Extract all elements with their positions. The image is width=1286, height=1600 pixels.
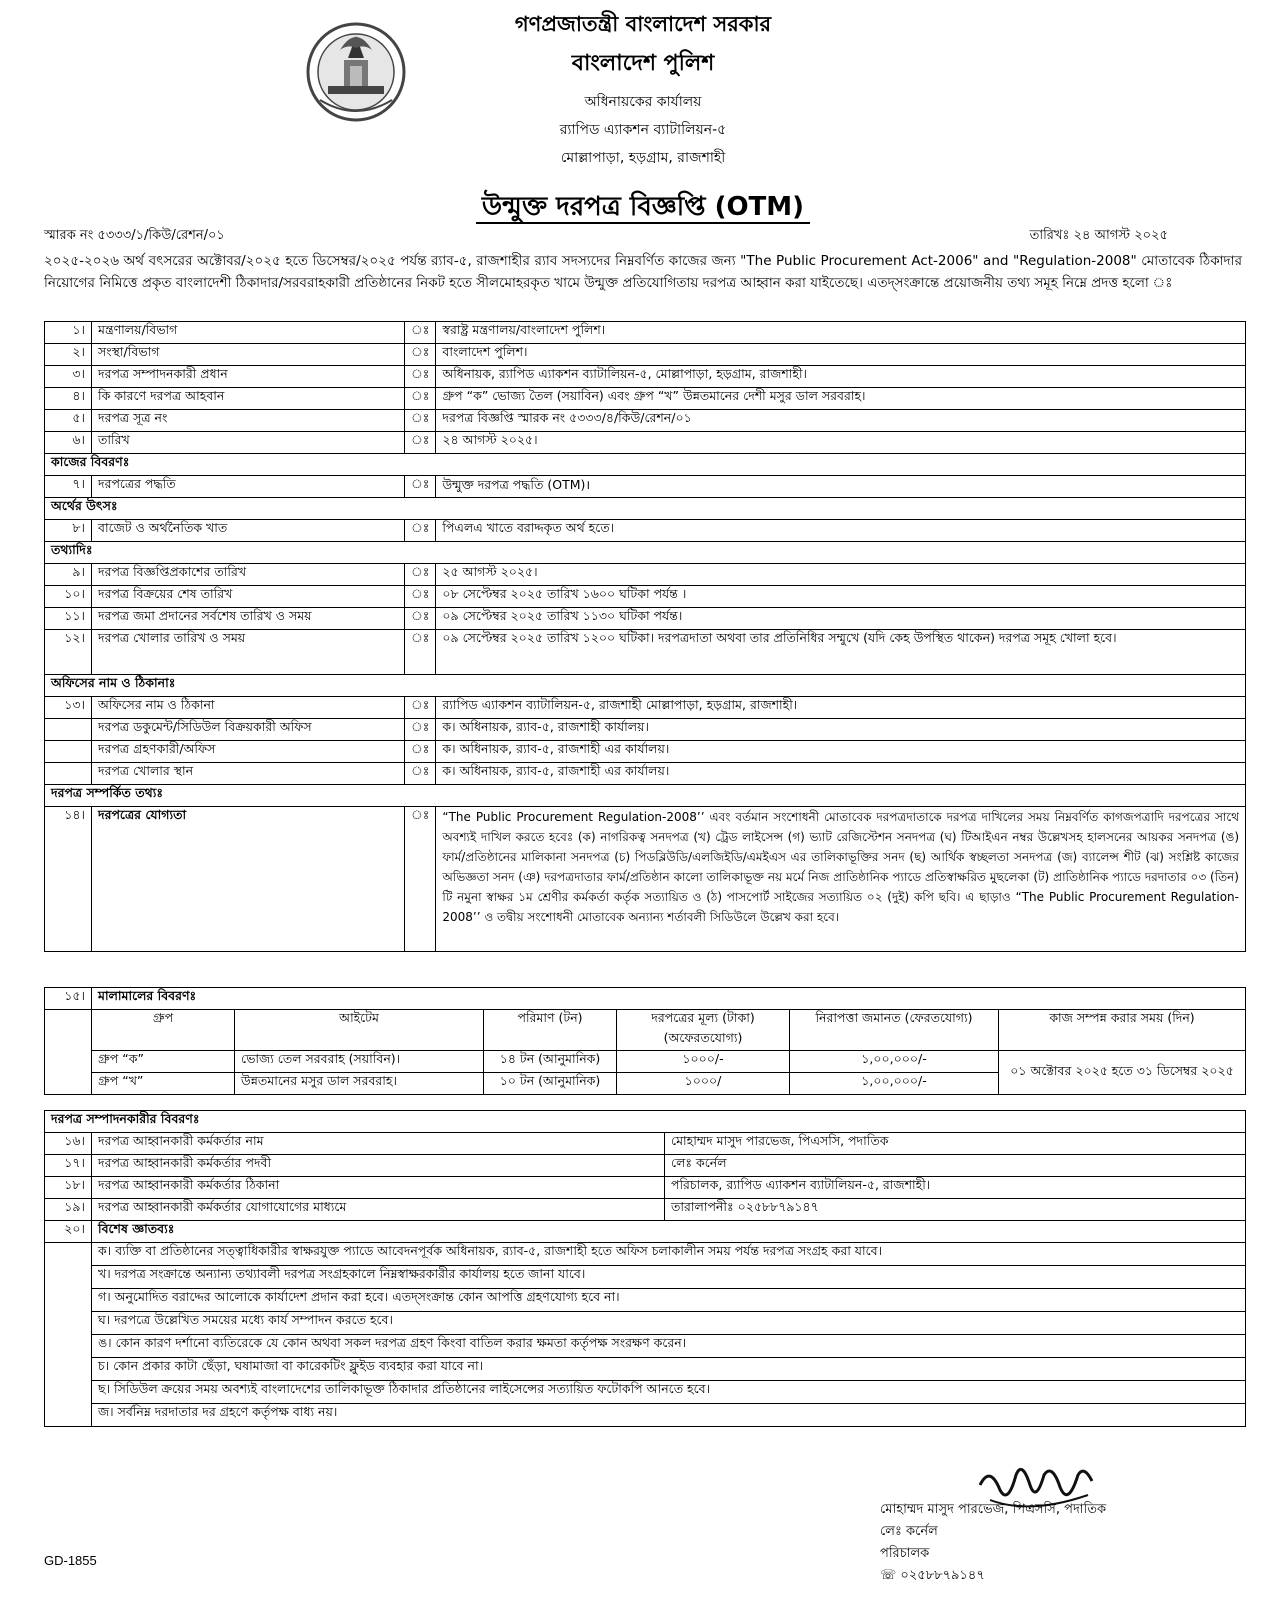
goods-header-row [45, 1010, 1246, 1051]
notice-title-text: উন্মুক্ত দরপত্র বিজ্ঞপ্তি (OTM) [476, 192, 810, 224]
row-value: পিএলএ খাতে বরাদ্দকৃত অর্থ হতে। [436, 520, 1246, 542]
col-price: দরপত্রের মূল্য (টাকা) (অফেরতযোগ্য) [617, 1010, 790, 1051]
row-label: অফিসের নাম ও ঠিকানা [92, 697, 405, 719]
row-label: দরপত্র বিক্রয়ের শেষ তারিখ [92, 586, 405, 608]
list-item [45, 1289, 1246, 1312]
general-info-table [44, 321, 1246, 952]
row-label: দরপত্রের পদ্ধতি [92, 476, 405, 498]
list-item [45, 1243, 1246, 1266]
section-work: কাজের বিবরণঃ [45, 454, 1246, 476]
row-value: ০৯ সেপ্টেম্বর ২০২৫ তারিখ ১১৩০ ঘটিকা পর্যন্ত। [436, 608, 1246, 630]
colon: ঃ [405, 586, 436, 608]
list-item [45, 1266, 1246, 1289]
section-row [45, 542, 1246, 564]
row-number: ২। [45, 344, 92, 366]
row-number [45, 763, 92, 785]
spacer [45, 1243, 92, 1427]
list-item [45, 1335, 1246, 1358]
table-row [45, 988, 1246, 1010]
table-row [45, 410, 1246, 432]
eligibility-text: “The Public Procurement Regulation-2008’’ এবং বর্তমান সংশোধনী মোতাবেক দরপত্রদাতাকে দরপত্র দাখিলের সময় নিম্নবর্ণিত কাগজপত্রাদি দরপত্রের সাথে অবশ্যই দাখিল করতে হবেঃ (ক) নাগরিকত্ব সনদপত্র (খ) ট্রেড লাইসেন্স (গ) ভ্যাট রেজিস্টেশন সনদপত্র (ঘ) টিআইএন নম্বর উল্লেখসহ হালসনের আয়কর সনদপত্র (ঙ) ফার্ম/প্রতিষ্ঠানের মালিকানা সনদপত্র (চ) পিডব্লিউডি/এলজিইডি/এমইএস এর তালিকাভূক্তির সনদ (ছ) আর্থিক স্বচ্ছলতা সনদপত্র (জ) ব্যালেন্স শীট (ঝ) সংশ্লিষ্ট কাজের অভিজ্ঞতা সনদ (ঞ) দরপত্রদাতার ফার্ম/প্রতিষ্ঠান কালো তালিকাভূক্ত নয় মর্মে নিজ প্রাতিষ্ঠানিক প্যাডে প্রতিস্বাক্ষরিত মুছলেকা (ট) প্রাতিষ্ঠানিক প্যাডে দরদাতার ০৩ (তিন) টি নমুনা স্বাক্ষর ১ম শ্রেণীর কর্মকর্তা কর্তৃক সত্যায়িত ও (ঠ) পাসপোর্ট সাইজের সত্যায়িত ০২ (দুই) কপি ছবি। এ ছাড়াও “The Public Procurement Regulation-2008’’ ও তদ্বীয় সংশোধনী মোতাবেক অন্যান্য শর্তাবলী সিডিউলে উল্লেখ করা হবে। [436, 807, 1246, 952]
row-value: দরপত্র বিজ্ঞপ্তি স্মারক নং ৫৩৩৩/৪/কিউ/রেশন/০১ [436, 410, 1246, 432]
row-value: ক। অধিনায়ক, র‍্যাব-৫, রাজশাহী এর কার্যালয়। [436, 763, 1246, 785]
row-value: ২৫ আগস্ট ২০২৫। [436, 564, 1246, 586]
row-label: দরপত্র খোলার তারিখ ও সময় [92, 630, 405, 675]
section-row [45, 1111, 1246, 1133]
intro-paragraph: ২০২৫-২০২৬ অর্থ বৎসরের অক্টোবর/২০২৫ হতে ডিসেম্বর/২০২৫ পর্যন্ত র‍্যাব-৫, রাজশাহীর র‍্যাব সদস্যদের নিম্নবর্ণিত কাজের জন্য "The Public Procurement Act-2006" and "Regulation-2008" মোতাবেক ঠিকাদার নিয়োগের নিমিত্তে প্রকৃত বাংলাদেশী ঠিকাদার/সরবরাহকারী প্রতিষ্ঠানের নিকট হতে সীলমোহরকৃত খামে উন্মুক্ত প্রতিযোগিতায় দরপত্র আহ্বান করা যাইতেছে। এতদ্‌সংক্রান্তে প্রয়োজনীয় তথ্য সমূহ নিম্নে প্রদত্ত হলো ঃ [44, 253, 1242, 291]
row-number: ১। [45, 322, 92, 344]
note-item: চ। কোন প্রকার কাটা ছেঁড়া, ঘষামাজা বা কারেকটিং ফ্লুইড ব্যবহার করা যাবে না। [92, 1358, 1246, 1381]
note-item: ঘ। দরপত্রে উল্লেখিত সময়ের মধ্যে কার্য সম্পাদন করতে হবে। [92, 1312, 1246, 1335]
list-item [45, 1312, 1246, 1335]
row-value: স্বরাষ্ট্র মন্ত্রণালয়/বাংলাদেশ পুলিশ। [436, 322, 1246, 344]
row-label: দরপত্র আহ্বানকারী কর্মকর্তার পদবী [92, 1155, 665, 1177]
note-item: ছ। সিডিউল ক্রয়ের সময় অবশ্যই বাংলাদেশের তালিকাভূক্ত ঠিকাদার প্রতিষ্ঠানের লাইসেন্সের সত্যায়িত ফটোকপি আনতে হবে। [92, 1381, 1246, 1404]
goods-price: ১০০০/ [617, 1073, 790, 1095]
goods-group: গ্রুপ “খ” [92, 1073, 235, 1095]
row-number: ১২। [45, 630, 92, 675]
colon: ঃ [405, 366, 436, 388]
list-item [45, 1358, 1246, 1381]
colon: ঃ [405, 697, 436, 719]
table-row [45, 608, 1246, 630]
row-value: মোহাম্মদ মাসুদ পারভেজ, পিএসসি, পদাতিক [665, 1133, 1246, 1155]
colon: ঃ [405, 741, 436, 763]
row-number: ১১। [45, 608, 92, 630]
row-value: ক। অধিনায়ক, র‍্যাব-৫, রাজশাহী এর কার্যালয়। [436, 741, 1246, 763]
goods-completion: ০১ অক্টোবর ২০২৫ হতে ৩১ ডিসেম্বর ২০২৫ [999, 1051, 1246, 1095]
row-number [45, 719, 92, 741]
colon: ঃ [405, 719, 436, 741]
row-label: সংস্থা/বিভাগ [92, 344, 405, 366]
row-value: ০৮ সেপ্টেম্বর ২০২৫ তারিখ ১৬০০ ঘটিকা পর্যন্ত । [436, 586, 1246, 608]
colon: ঃ [405, 630, 436, 675]
section-officer: দরপত্র সম্পাদনকারীর বিবরণঃ [45, 1111, 1246, 1133]
signatory-rank: লেঃ কর্নেল [880, 1524, 938, 1539]
table-row [45, 432, 1246, 454]
row-label: দরপত্র ডকুমেন্ট/সিডিউল বিক্রয়কারী অফিস [92, 719, 405, 741]
table-row [45, 630, 1246, 675]
row-label: দরপত্র জমা প্রদানের সর্বশেষ তারিখ ও সময় [92, 608, 405, 630]
table-row [45, 322, 1246, 344]
govt-heading: গণপ্রজাতন্ত্রী বাংলাদেশ সরকার [514, 12, 772, 36]
note-item: ঙ। কোন কারণ দর্শানো ব্যতিরেকে যে কোন অথবা সকল দরপত্র গ্রহণ কিংবা বাতিল করার ক্ষমতা কর্তৃপক্ষ সংরক্ষণ করেন। [92, 1335, 1246, 1358]
table-row [45, 741, 1246, 763]
goods-group: গ্রুপ “ক” [92, 1051, 235, 1073]
col-item: আইটেম [235, 1010, 484, 1051]
row-value: তারালাপনীঃ ০২৫৮৮৭৯১৪৭ [665, 1199, 1246, 1221]
row-number: ১৫। [45, 988, 92, 1010]
goods-security: ১,০০,০০০/- [790, 1073, 999, 1095]
row-label: কি কারণে দরপত্র আহবান [92, 388, 405, 410]
colon: ঃ [405, 763, 436, 785]
table-row [45, 586, 1246, 608]
note-item: গ। অনুমোদিত বরাদ্দের আলোকে কার্যাদেশ প্রদান করা হবে। এতদ্‌সংক্রান্ত কোন আপত্তি গ্রহণযোগ্য হবে না। [92, 1289, 1246, 1312]
row-value: ২৪ আগস্ট ২০২৫। [436, 432, 1246, 454]
section-row [45, 454, 1246, 476]
row-label: দরপত্র সূত্র নং [92, 410, 405, 432]
section-info: তথ্যাদিঃ [45, 542, 1246, 564]
colon: ঃ [405, 344, 436, 366]
goods-security: ১,০০,০০০/- [790, 1051, 999, 1073]
address-line: মোল্লাপাড়া, হড়গ্রাম, রাজশাহী [560, 150, 726, 166]
note-item: ক। ব্যক্তি বা প্রতিষ্ঠানের সত্ত্বাধিকারীর স্বাক্ষরযুক্ত প্যাডে আবেদনপূর্বক অধিনায়ক, র‍্যাব-৫, রাজশাহী হতে অফিস চলাকালীন সময় পর্যন্ত দরপত্র সংগ্রহ করা যাবে। [92, 1243, 1246, 1266]
row-value: লেঃ কর্নেল [665, 1155, 1246, 1177]
row-value: র‍্যাপিড এ্যাকশন ব্যাটালিয়ন-৫, রাজশাহী মোল্লাপাড়া, হড়গ্রাম, রাজশাহী। [436, 697, 1246, 719]
section-row [45, 498, 1246, 520]
row-number: ৮। [45, 520, 92, 542]
row-value: গ্রুপ “ক” ভোজ্য তৈল (সয়াবিন) এবং গ্রুপ “খ” উন্নতমানের দেশী মসুর ডাল সরবরাহ। [436, 388, 1246, 410]
row-label: দরপত্র আহ্বানকারী কর্মকর্তার নাম [92, 1133, 665, 1155]
table-row [45, 1177, 1246, 1199]
table-row [45, 697, 1246, 719]
colon: ঃ [405, 520, 436, 542]
list-item [45, 1404, 1246, 1427]
colon: ঃ [405, 564, 436, 586]
table-row [45, 476, 1246, 498]
row-number: ১৬। [45, 1133, 92, 1155]
row-label: দরপত্র গ্রহণকারী/অফিস [92, 741, 405, 763]
signatory-phone: ☏ ০২৫৮৮৭৯১৪৭ [880, 1568, 985, 1583]
section-fund: অর্থের উৎসঃ [45, 498, 1246, 520]
row-number: ২০। [45, 1221, 92, 1243]
row-value: ক। অধিনায়ক, র‍্যাব-৫, রাজশাহী কার্যালয়। [436, 719, 1246, 741]
section-office: অফিসের নাম ও ঠিকানাঃ [45, 675, 1246, 697]
table-row [45, 388, 1246, 410]
colon: ঃ [405, 807, 436, 952]
row-number [45, 741, 92, 763]
notes-heading: বিশেষ জ্ঞাতব্যঃ [92, 1221, 1246, 1243]
notice-date: তারিখঃ ২৪ আগস্ট ২০২৫ [1029, 228, 1168, 243]
goods-price: ১০০০/- [617, 1051, 790, 1073]
goods-item: উন্নতমানের মসুর ডাল সরবরাহ। [235, 1073, 484, 1095]
row-number: ১৪। [45, 807, 92, 952]
row-label: দরপত্র সম্পাদনকারী প্রধান [92, 366, 405, 388]
row-label: দরপত্র আহ্বানকারী কর্মকর্তার যোগাযোগের মাধ্যমে [92, 1199, 665, 1221]
table-row [45, 520, 1246, 542]
officer-table [44, 1110, 1246, 1427]
row-number: ১০। [45, 586, 92, 608]
spacer [45, 1010, 92, 1095]
row-value: পরিচালক, র‍্যাপিড এ্যাকশন ব্যাটালিয়ন-৫, রাজশাহী। [665, 1177, 1246, 1199]
row-value: ০৯ সেপ্টেম্বর ২০২৫ তারিখ ১২০০ ঘটিকা। দরপত্রদাতা অথবা তার প্রতিনিধির সম্মুখে (যদি কেহ উপস্থিত থাকেন) দরপত্র সমূহ খোলা হবে। [436, 630, 1246, 675]
colon: ঃ [405, 322, 436, 344]
row-number: ৪। [45, 388, 92, 410]
signatory-designation: পরিচালক [880, 1546, 930, 1561]
row-label: মন্ত্রণালয়/বিভাগ [92, 322, 405, 344]
colon: ঃ [405, 476, 436, 498]
goods-table [44, 987, 1246, 1095]
department-heading: বাংলাদেশ পুলিশ [571, 51, 715, 76]
notice-title [0, 186, 1286, 230]
row-number: ৭। [45, 476, 92, 498]
table-row [45, 366, 1246, 388]
colon: ঃ [405, 608, 436, 630]
note-item: খ। দরপত্র সংক্রান্তে অন্যান্য তথ্যাবলী দরপত্র সংগ্রহকালে নিম্নস্বাক্ষরকারীর কার্যালয় হতে জানা যাবে। [92, 1266, 1246, 1289]
table-row [45, 807, 1246, 952]
table-row [45, 344, 1246, 366]
section-row [45, 785, 1246, 807]
goods-qty: ১৪ টন (আনুমানিক) [484, 1051, 617, 1073]
row-number: ১৭। [45, 1155, 92, 1177]
row-number: ৬। [45, 432, 92, 454]
row-label: বাজেট ও অর্থনৈতিক খাত [92, 520, 405, 542]
note-item: জ। সর্বনিম্ন দরদাতার দর গ্রহণে কর্তৃপক্ষ বাধ্য নয়। [92, 1404, 1246, 1427]
table-row [45, 1133, 1246, 1155]
list-item [45, 1381, 1246, 1404]
battalion-line: র‍্যাপিড এ্যাকশন ব্যাটালিয়ন-৫ [559, 122, 727, 138]
table-row [45, 1199, 1246, 1221]
row-number: ১৩। [45, 697, 92, 719]
row-label: দরপত্র খোলার স্থান [92, 763, 405, 785]
goods-heading: মালামালের বিবরণঃ [92, 988, 1246, 1010]
row-value: বাংলাদেশ পুলিশ। [436, 344, 1246, 366]
gd-number: GD-1855 [44, 1553, 97, 1568]
goods-item: ভোজ্য তেল সরবরাহ (সয়াবিন)। [235, 1051, 484, 1073]
row-value: উন্মুক্ত দরপত্র পদ্ধতি (OTM)। [436, 476, 1246, 498]
row-label: দরপত্র আহ্বানকারী কর্মকর্তার ঠিকানা [92, 1177, 665, 1199]
office-line: অধিনায়কের কার্যালয় [584, 94, 702, 110]
col-completion: কাজ সম্পন্ন করার সময় (দিন) [999, 1010, 1246, 1051]
row-number: ১৮। [45, 1177, 92, 1199]
section-tender: দরপত্র সম্পর্কিত তথ্যঃ [45, 785, 1246, 807]
row-number: ১৯। [45, 1199, 92, 1221]
section-row [45, 675, 1246, 697]
colon: ঃ [405, 388, 436, 410]
table-row [45, 1155, 1246, 1177]
table-row [45, 1051, 1246, 1073]
table-row [45, 1221, 1246, 1243]
row-value: অধিনায়ক, র‍্যাপিড এ্যাকশন ব্যাটালিয়ন-৫, মোল্লাপাড়া, হড়গ্রাম, রাজশাহী। [436, 366, 1246, 388]
row-label: দরপত্র বিজ্ঞপ্তিপ্রকাশের তারিখ [92, 564, 405, 586]
memo-number: স্মারক নং ৫৩৩৩/১/কিউ/রেশন/০১ [44, 228, 225, 243]
col-security: নিরাপত্তা জমানত (ফেরতযোগ্য) [790, 1010, 999, 1051]
row-number: ৯। [45, 564, 92, 586]
row-number: ৫। [45, 410, 92, 432]
goods-qty: ১০ টন (আনুমানিক) [484, 1073, 617, 1095]
table-row [45, 719, 1246, 741]
table-row [45, 763, 1246, 785]
row-label: তারিখ [92, 432, 405, 454]
col-qty: পরিমাণ (টন) [484, 1010, 617, 1051]
colon: ঃ [405, 410, 436, 432]
colon: ঃ [405, 432, 436, 454]
col-group: গ্রুপ [92, 1010, 235, 1051]
signatory-name: মোহাম্মদ মাসুদ পারভেজ, পিএসসি, পদাতিক [880, 1502, 1107, 1517]
table-row [45, 564, 1246, 586]
row-label: দরপত্রের যোগ্যতা [92, 807, 405, 952]
row-number: ৩। [45, 366, 92, 388]
